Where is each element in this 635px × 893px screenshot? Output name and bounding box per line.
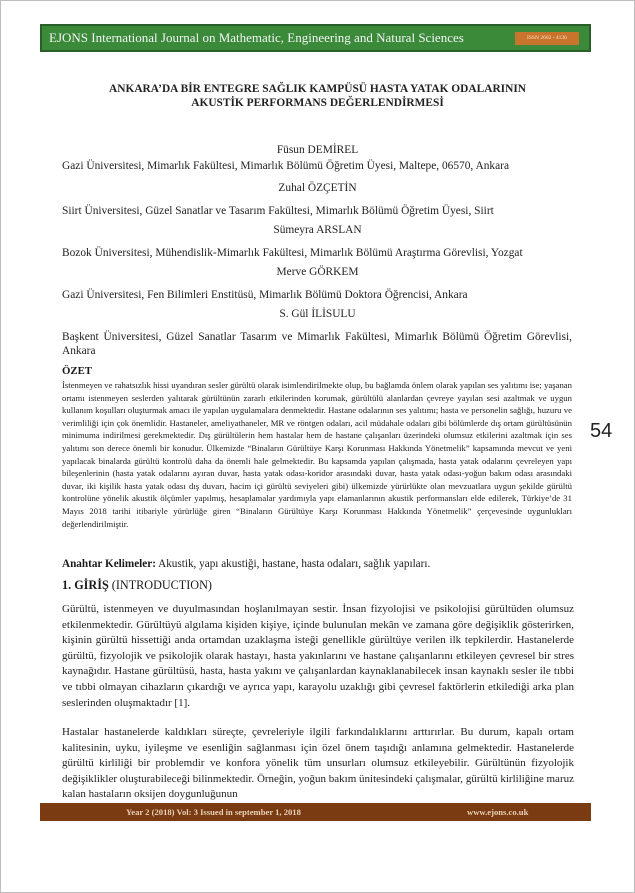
author-affiliation: Bozok Üniversitesi, Mühendislik-Mimarlık Fakültesi, Mimarlık Bölümü Araştırma Görevlisi, Yozgat bbox=[62, 247, 523, 259]
body-paragraph: Hastalar hastanelerde kaldıkları süreçte, çevreleriyle ilgili farkındalıklarını arttırırlar. Bu durum, kapalı ortam kalitesinin, uyku, iyileşme ve esenliğin sağlanması için özel önem taşıdığı anlamına gelmektedir. Hastanelerde gürültü kirliliği bir problemdir ve konfora yönelik tüm unsurları olumsuz etkileyebilir. Gürültünün fizyolojik değişiklikler oluşturabileceği bilinmektedir. Örneğin, yoğun bakım ünitesindeki çalışmalar, gürültü kirliliğine maruz kalan hastaların oksijen doygunluğunun bbox=[62, 726, 574, 801]
abstract-text: İstenmeyen ve rahatsızlık hissi uyandıran sesler gürültü olarak isimlendirilmekte olup, bu bağlamda önlem olarak yapılan ses yalıtımı ise; yaşanan ortamı istenmeyen seslerden yalıtarak gürültünün zararlı etkilerinden korumak, gürültülü alanlardan çevreye yayılan sesi azaltmak ve uygun kullanım koşulları oluşturmak amacı ile yapılan uygulamalara denmektedir. Hastane odalarının ses yalıtımı; hasta ve personelin sağlığı, huzuru ve verimliliği için çok önemlidir. Hastaneler, ameliyathaneler, MR ve röntgen odaları, acil müdahale odaları gibi bölümlerde dış ortam gürültüsünün minimuma indirilmesi gerekmektedir. Dış gürültülerin hem hastalar hem de hastane çalışanları üzerindeki olumsuz etkilerini azaltmak için ses yalıtımı son derece önemli bir konudur. Ülkemizde “Binaların Gürültüye Karşı Korunması Hakkında Yönetmelik” kapsamında mevcut ve yeni yapılacak binalarda gürültü kontrolü daha da önemli hale gelmektedir. Bu kapsamda yapılan çalışmada, hasta yatak odalarını çevreleyen yapı bileşenlerinin (hasta yatak odalarını ayıran duvar, hasta yatak odası-koridor arasındaki duvar, hasta yatak odası-yoğun bakım odası arasındaki duvar, iki kişilik hasta yatak odası dış duvarı, hacim içi gürültü seviyeleri gibi) ülkemizde yürürlükte olan mevzuatlara uygun şekilde gürültü kontrolüne yönelik akustik ölçümler yapılmış, hesaplamalar yardımıyla yapı elamanlarının akustik performansları elde edilerek, Türkiye’de 31 Mayıs 2018 tarihi itibariyle yürürlüğe giren “Binaların Gürültüye Karşı Korunması Hakkında Yönetmelik” çerçevesinde uygunlukları değerlendirilmiştir. bbox=[62, 380, 572, 529]
body-paragraph: Gürültü, istenmeyen ve duyulmasından hoşlanılmayan sestir. İnsan fizyolojisi ve psikolojisi gürültüden olumsuz etkilenmektedir. Gürültüyü algılama kişiden kişiye, içinde bulunulan mekân ve zamana göre değişiklik gösterirken, kişinin gürültü hissettiği anda ortamdan uzaklaşma isteği genellikle gürültüye verilen ilk tepkilerdir. Hastanelerde gürültü, fizyolojik ve psikolojik olarak hastayı, hasta yakınlarını ve hastane çalışanlarını etkileyen çevresel bir stres kaynağıdır. Hastane gürültüsü, hasta, hasta yakını ve çalışanlardan kaynaklanabilecek insan kaynaklı sesler ile tıbbi ve tıbbi olmayan cihazların çıkardığı ve ayrıca yapı, karayolu uzaklığı gibi çevresel faktörlerin etkilediği arka plan seslerinden oluşmaktadır [1]. bbox=[62, 603, 574, 709]
author-name: Merve GÖRKEM bbox=[276, 266, 359, 278]
author-affiliation: Başkent Üniversitesi, Güzel Sanatlar Tasarım ve Mimarlık Fakültesi, Mimarlık Bölümü Öğretim Görevlisi, Ankara bbox=[62, 331, 572, 357]
journal-footer-bar bbox=[40, 803, 591, 821]
journal-header-bar bbox=[40, 24, 591, 52]
keywords bbox=[62, 558, 582, 570]
issn-badge: ISSN 2602 - 4136 bbox=[515, 32, 579, 45]
keywords-text: Akustik, yapı akustiği, hastane, hasta odaları, sağlık yapıları. bbox=[155, 558, 431, 570]
section-heading bbox=[62, 578, 212, 593]
section-title: 1. GİRİŞ bbox=[62, 578, 109, 592]
abstract-heading: ÖZET bbox=[62, 365, 93, 377]
author-name: Füsun DEMİREL bbox=[276, 144, 359, 156]
footer-website: www.ejons.co.uk bbox=[467, 807, 529, 817]
page-number: 54 bbox=[590, 420, 613, 442]
paper-title bbox=[60, 82, 575, 110]
author-affiliation: Gazi Üniversitesi, Fen Bilimleri Enstitüsü, Mimarlık Bölümü Doktora Öğrencisi, Ankara bbox=[62, 289, 468, 301]
paper-title-line-2: AKUSTİK PERFORMANS DEĞERLENDİRMESİ bbox=[191, 97, 444, 109]
author-name: Zuhal ÖZÇETİN bbox=[278, 182, 357, 194]
author-name: S. Gül İLİSULU bbox=[279, 308, 356, 320]
journal-title: EJONS International Journal on Mathematic, Engineering and Natural Sciences bbox=[49, 30, 464, 45]
author-affiliation: Gazi Üniversitesi, Mimarlık Fakültesi, Mimarlık Bölümü Öğretim Üyesi, Maltepe, 06570, Ankara bbox=[62, 160, 510, 172]
author-name: Sümeyra ARSLAN bbox=[273, 224, 362, 236]
author-affiliation: Siirt Üniversitesi, Güzel Sanatlar ve Tasarım Fakültesi, Mimarlık Bölümü Öğretim Üyesi, Siirt bbox=[62, 205, 494, 217]
paper-title-line-1: ANKARA’DA BİR ENTEGRE SAĞLIK KAMPÜSÜ HASTA YATAK ODALARININ bbox=[109, 83, 526, 95]
footer-issue-info: Year 2 (2018) Vol: 3 Issued in september 1, 2018 bbox=[126, 807, 301, 817]
section-subtitle: (INTRODUCTION) bbox=[108, 578, 212, 592]
keywords-label: Anahtar Kelimeler: bbox=[62, 558, 156, 570]
